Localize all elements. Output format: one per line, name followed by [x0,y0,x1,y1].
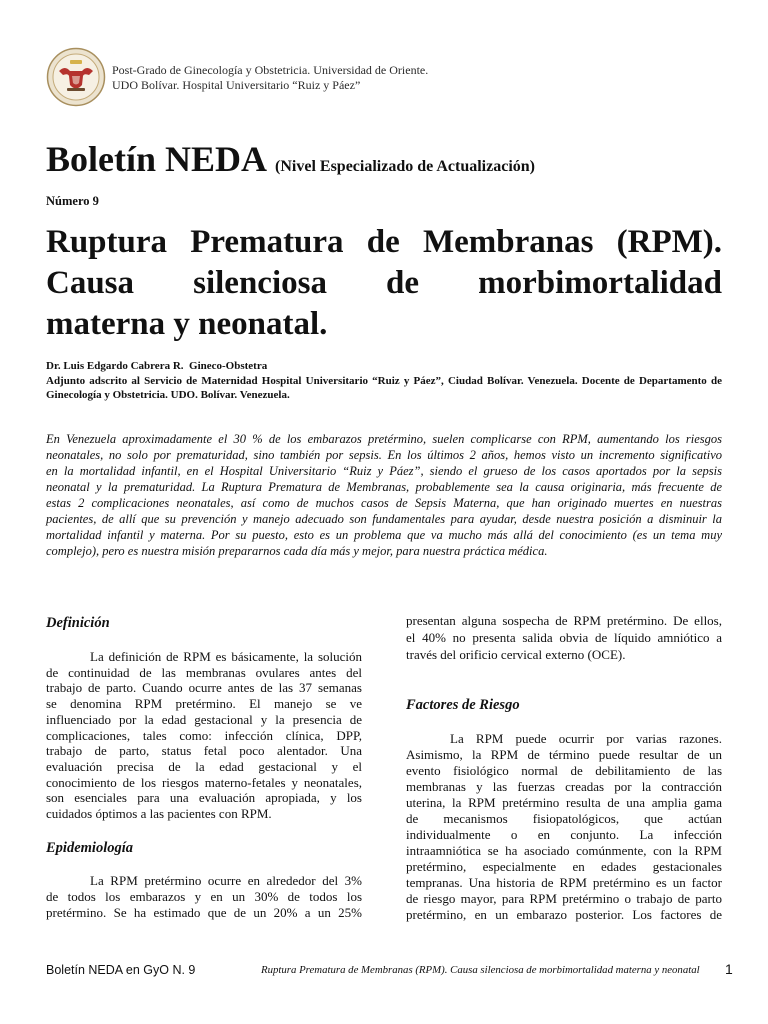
paragraph-line: cuidados óptimos a las pacientes con RPM. [46,806,272,822]
title-line: Ruptura Prematura de Membranas (RPM). [46,224,722,260]
section-heading-epidemiologia: Epidemiología [46,840,133,856]
institution-line-1: Post-Grado de Ginecología y Obstetricia. Universidad de Oriente. [112,63,429,77]
paragraph-line: de riesgo mayor, para RPM pretérmino o trabajo de parto [406,891,722,906]
affiliation-line: Adjunto adscrito al Servicio de Maternidad Hospital Universitario “Ruiz y Páez”, Ciudad Bolívar. Venezuela. Docente de Departamento de [46,375,722,387]
paragraph-line: pretérmino. Se ha estimado que de un 20% a un 25% [46,905,362,920]
paragraph-line: evento fisiológico normal de debilitamiento de las [406,763,722,778]
paragraph-line: uterina, la RPM pretérmino resulta de una amplia gama [406,795,722,810]
issue-number: Número 9 [46,194,99,208]
definicion-paragraph [46,649,362,822]
article-title [46,222,722,345]
author-name: Dr. Luis Edgardo Cabrera R. Gineco-Obstetra [46,360,268,372]
institution-header [112,63,428,93]
paragraph-line: presentan alguna sospecha de RPM pretérmino. De ellos, [406,613,722,628]
paragraph-line: pretérmino, especialmente en edades gestacionales [406,859,722,874]
paragraph-line: intraamniótica se ha asociado comúnmente, con la RPM [406,843,722,858]
epidemiologia-paragraph-continued [406,612,722,663]
paragraph-line: evaluación precisa de la edad gestacional y el [46,758,362,774]
paragraph-line: individualmente o en conjunto. La infección [406,827,722,842]
institution-line-2: UDO Bolívar. Hospital Universitario “Ruiz y Páez” [112,78,361,92]
author-affiliation [46,375,722,402]
paragraph-line: el 40% no presenta salida obvia de líquido amniótico a [406,630,722,645]
paragraph-line: La definición de RPM es básicamente, la solución [90,649,362,664]
paragraph-line: de todos los embarazos y en un 30% de todos los [46,889,362,904]
paragraph-line: son esenciales para una evaluación apropiada, y los [46,790,362,806]
paragraph-line: de continuidad de las membranas ovulares antes del [46,664,362,680]
epidemiologia-paragraph [46,873,362,921]
paragraph-line: tempranas. Una historia de RPM pretérmino es un factor [406,875,722,890]
paragraph-line: influenciado por la edad gestacional y la presencia de [46,711,362,727]
abstract-line: complejo), pero es nuestra misión prepararnos cada día más y mejor, para nuestra práctica médica. [46,544,548,558]
footer-running-title: Ruptura Prematura de Membranas (RPM). Causa silenciosa de morbimortalidad materna y neonatal [261,964,700,976]
paragraph-line: complicaciones, tales como: infección clínica, DPP, [46,727,362,743]
factores-de-riesgo-paragraph [406,731,722,923]
footer-bulletin-name: Boletín NEDA en GyO N. 9 [46,963,196,977]
abstract-line: mortalidad infantil y materna. Por su puesto, esto es un problema que va mucho más allá del conocimiento (es un tema muy [46,528,722,542]
paragraph-line: membranas y las fuerzas creadas por la contracción [406,779,722,794]
section-heading-definicion: Definición [46,615,110,631]
paragraph-line: se denomina RPM pretérmino. El manejo se ve [46,696,362,712]
section-heading-factores-de-riesgo: Factores de Riesgo [406,697,520,713]
paragraph-line: trabajo de parto. Cuando ocurre antes de las 37 semanas [46,680,362,696]
affiliation-line: Ginecología y Obstetricia. UDO. Bolívar. Venezuela. [46,388,290,401]
abstract-line: pacientes, de allí que su prevención y manejo adecuado son fundamentales para ayudar, desde nuestra posición a disminuir la [46,512,722,526]
bulletin-name: Boletín NEDA [46,139,268,179]
abstract [46,431,722,559]
paragraph-line: de mecanismos fisiopatológicos, que actúan [406,811,722,826]
bulletin-subtitle: (Nivel Especializado de Actualización) [275,158,535,175]
paragraph-line: Asimismo, la RPM de término puede resultar de un [406,747,722,762]
title-line: Causa silenciosa de morbimortalidad [46,265,722,301]
paragraph-line: La RPM puede ocurrir por varias razones. [450,731,722,746]
title-line: materna y neonatal. [46,306,328,342]
abstract-line: neonatal y la prematuridad. La Ruptura Prematura de Membranas, probablemente sea la causa originaria, más frecuente de [46,480,722,494]
paragraph-line: través del orificio cervical externo (OCE). [406,647,626,662]
paragraph-line: pretérmino, en un embarazo posterior. Los factores de [406,907,722,922]
university-seal-icon [46,47,106,107]
paragraph-line: La RPM pretérmino ocurre en alrededor del 3% [90,873,362,888]
bulletin-title [46,139,535,187]
abstract-line: neonatales, no solo por prematuridad, sino también por sepsis. En los últimos 2 años, hemos visto un incremento significativo [46,448,722,462]
abstract-line: en la mortalidad infantil, en el Hospital Universitario “Ruiz y Páez”, siendo el grueso de los casos aportados por la sepsis [46,464,722,478]
abstract-line: En Venezuela aproximadamente el 30 % de los embarazos pretérmino, suelen complicarse con RPM, aumentando los riesgos [46,432,722,446]
paragraph-line: trabajo de parto, status fetal poco alentador. Una [46,743,362,759]
paragraph-line: conocimiento de los riesgos materno-fetales y neonatales, [46,774,362,790]
page-number: 1 [725,961,733,977]
abstract-line: estas 2 complicaciones neonatales, así como de muchos casos de Sepsis Materna, que han originado muertes en nuestras [46,496,722,510]
